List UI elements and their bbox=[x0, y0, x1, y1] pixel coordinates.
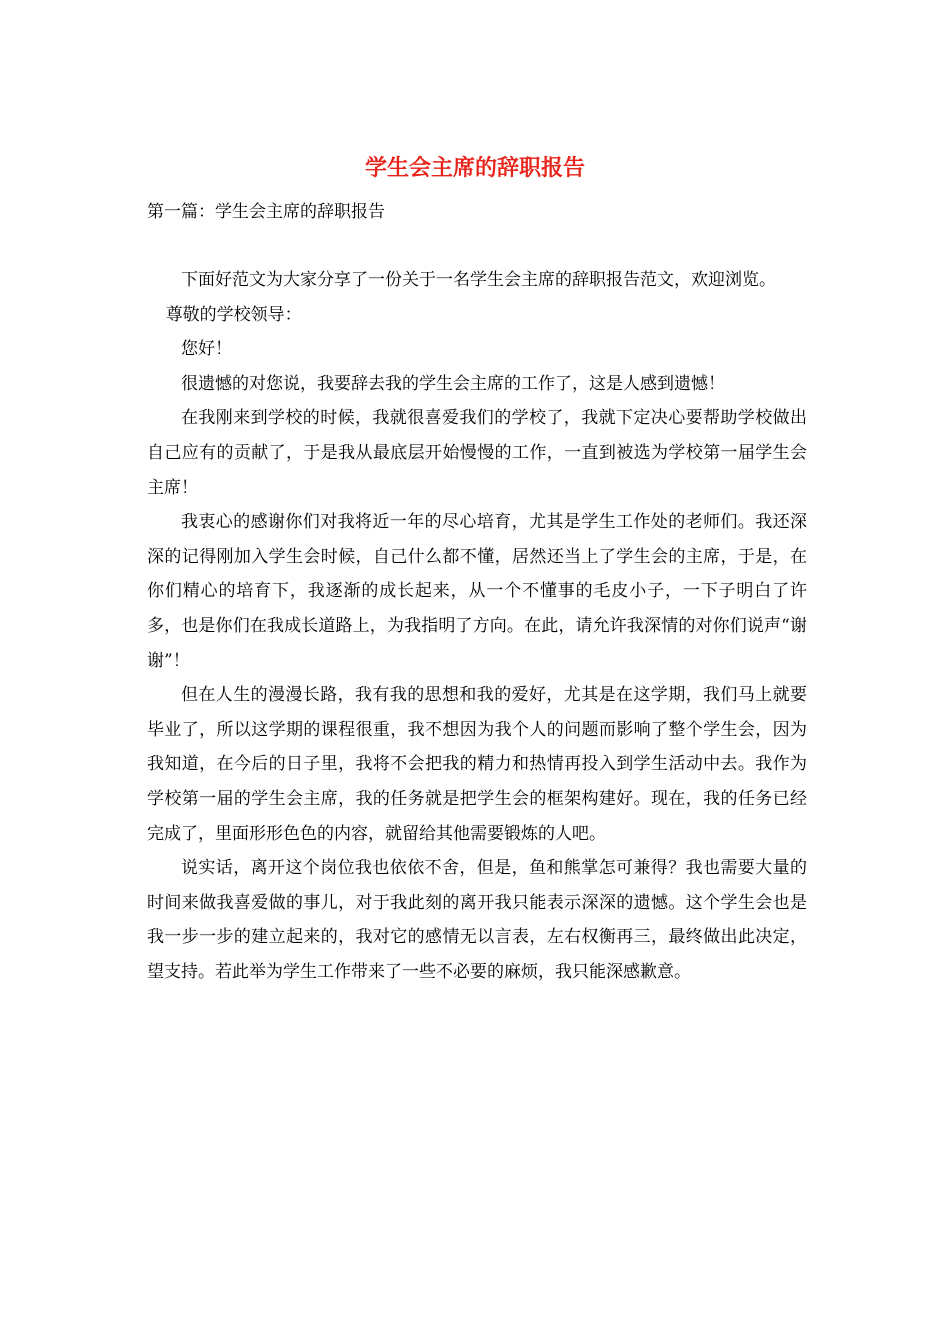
document-title: 学生会主席的辞职报告 bbox=[364, 155, 585, 181]
document-body bbox=[147, 263, 807, 989]
body-paragraph: 我衷心的感谢你们对我将近一年的尽心培育，尤其是学生工作处的老师们。我还深深的记得刚加入学生会时候，自己什么都不懂，居然还当上了学生会的主席，于是，在你们精心的培育下，我逐渐的成长起来，从一个不懂事的毛皮小子，一下子明白了许多，也是你们在我成长道路上，为我指明了方向。在此，请允许我深情的对你们说声“谢谢”！ bbox=[147, 512, 807, 671]
greeting: 您好！ bbox=[181, 339, 232, 360]
body-paragraph: 很遗憾的对您说，我要辞去我的学生会主席的工作了，这是人感到遗憾！ bbox=[181, 373, 725, 394]
salutation: 尊敬的学校领导： bbox=[165, 304, 302, 325]
document-subtitle: 第一篇：学生会主席的辞职报告 bbox=[147, 202, 385, 222]
intro-paragraph: 下面好范文为大家分享了一份关于一名学生会主席的辞职报告范文，欢迎浏览。 bbox=[181, 270, 776, 290]
body-paragraph: 说实话，离开这个岗位我也依依不舍，但是，鱼和熊掌怎可兼得？我也需要大量的时间来做我喜爱做的事儿，对于我此刻的离开我只能表示深深的遗憾。这个学生会也是我一步一步的建立起来的，我对它的感情无以言表，左右权衡再三，最终做出此决定，望支持。若此举为学生工作带来了一些不必要的麻烦，我只能深感歉意。 bbox=[147, 858, 807, 982]
body-paragraph: 在我刚来到学校的时候，我就很喜爱我们的学校了，我就下定决心要帮助学校做出自己应有的贡献了，于是我从最底层开始慢慢的工作，一直到被选为学校第一届学生会主席！ bbox=[147, 408, 807, 498]
body-paragraph: 但在人生的漫漫长路，我有我的思想和我的爱好，尤其是在这学期，我们马上就要毕业了，所以这学期的课程很重，我不想因为我个人的问题而影响了整个学生会，因为我知道，在今后的日子里，我将不会把我的精力和热情再投入到学生活动中去。我作为学校第一届的学生会主席，我的任务就是把学生会的框架构建好。现在，我的任务已经完成了，里面形形色色的内容，就留给其他需要锻炼的人吧。 bbox=[147, 685, 807, 844]
